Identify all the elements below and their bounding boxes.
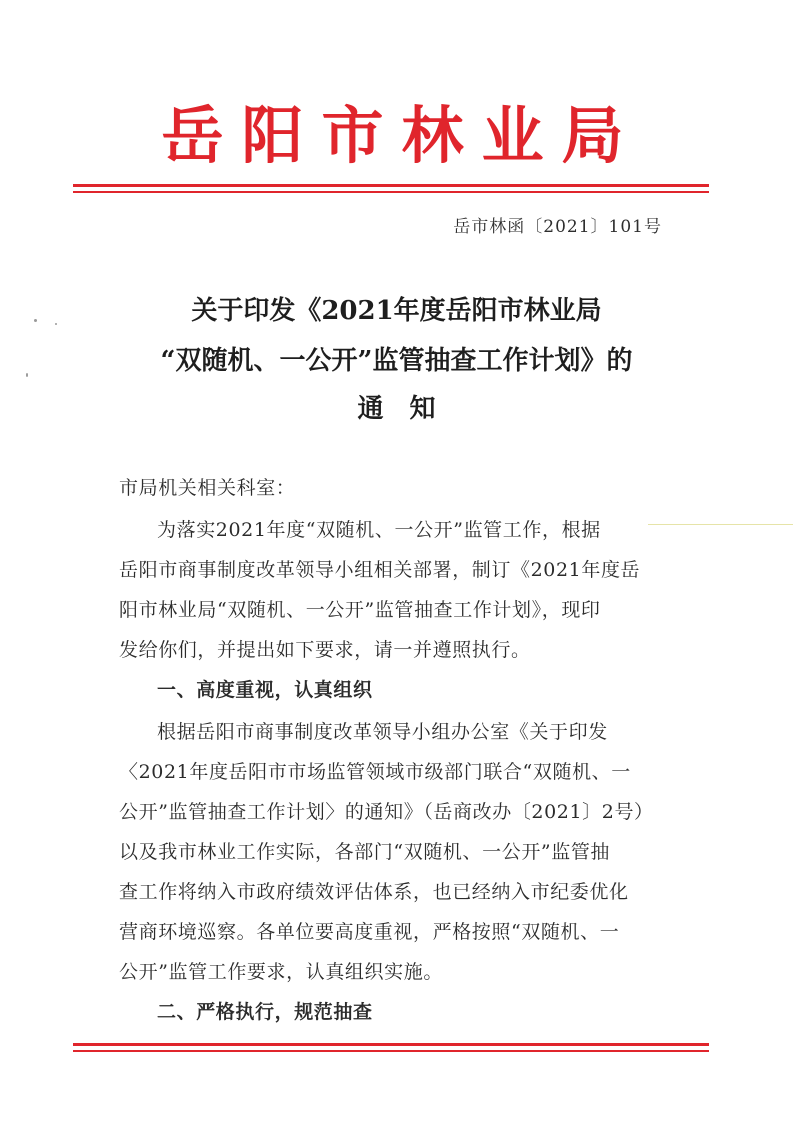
- letterhead-organization: 岳阳市林业局: [161, 99, 642, 172]
- section-heading-2: [119, 992, 679, 1032]
- scan-streak: [648, 524, 793, 525]
- paragraph-line: 发给你们，并提出如下要求，请一并遵照执行。: [119, 639, 531, 661]
- letterhead-divider-thick: [73, 184, 709, 187]
- paragraph-line: 以及我市林业工作实际，各部门“双随机、一公开”监管抽: [119, 841, 611, 863]
- document-title-line-3: 通知: [357, 394, 462, 424]
- paragraph-line: 岳阳市商事制度改革领导小组相关部署，制订《2021年度岳: [119, 559, 641, 581]
- paragraph-section-1: [119, 712, 679, 992]
- footer-divider-thick: [73, 1043, 709, 1046]
- scan-speck: [34, 319, 37, 322]
- paragraph-line: 公开”监管抽查工作计划〉的通知》（岳商改办〔2021〕2号）: [119, 801, 654, 823]
- paragraph-line: 根据岳阳市商事制度改革领导小组办公室《关于印发: [157, 721, 608, 743]
- paragraph-line: 查工作将纳入市政府绩效评估体系，也已经纳入市纪委优化: [119, 881, 629, 903]
- letterhead-divider-thin: [73, 191, 709, 193]
- section-heading-1: [119, 670, 679, 710]
- paragraph-intro: [119, 510, 679, 670]
- paragraph-line: 〈2021年度岳阳市市场监管领域市级部门联合“双随机、一: [119, 761, 631, 783]
- document-number: 岳市林函〔2021〕101号: [453, 217, 662, 237]
- document-title-line-2: “双随机、一公开”监管抽查工作计划》的: [160, 346, 633, 376]
- paragraph-line: 为落实2021年度“双随机、一公开”监管工作，根据: [157, 519, 601, 541]
- addressee-text: 市局机关相关科室：: [119, 477, 296, 499]
- section-heading-text: 二、严格执行，规范抽查: [157, 1001, 373, 1023]
- paragraph-line: 公开”监管工作要求，认真组织实施。: [119, 961, 443, 983]
- scan-speck: [55, 323, 57, 325]
- addressee: [119, 468, 679, 508]
- paragraph-line: 营商环境巡察。各单位要高度重视，严格按照“双随机、一: [119, 921, 620, 943]
- section-heading-text: 一、高度重视，认真组织: [157, 679, 373, 701]
- document-title-line-1: 关于印发《2021年度岳阳市林业局: [191, 296, 602, 326]
- scan-speck: [26, 373, 28, 377]
- paragraph-line: 阳市林业局“双随机、一公开”监管抽查工作计划》，现印: [119, 599, 601, 621]
- footer-divider-thin: [73, 1050, 709, 1052]
